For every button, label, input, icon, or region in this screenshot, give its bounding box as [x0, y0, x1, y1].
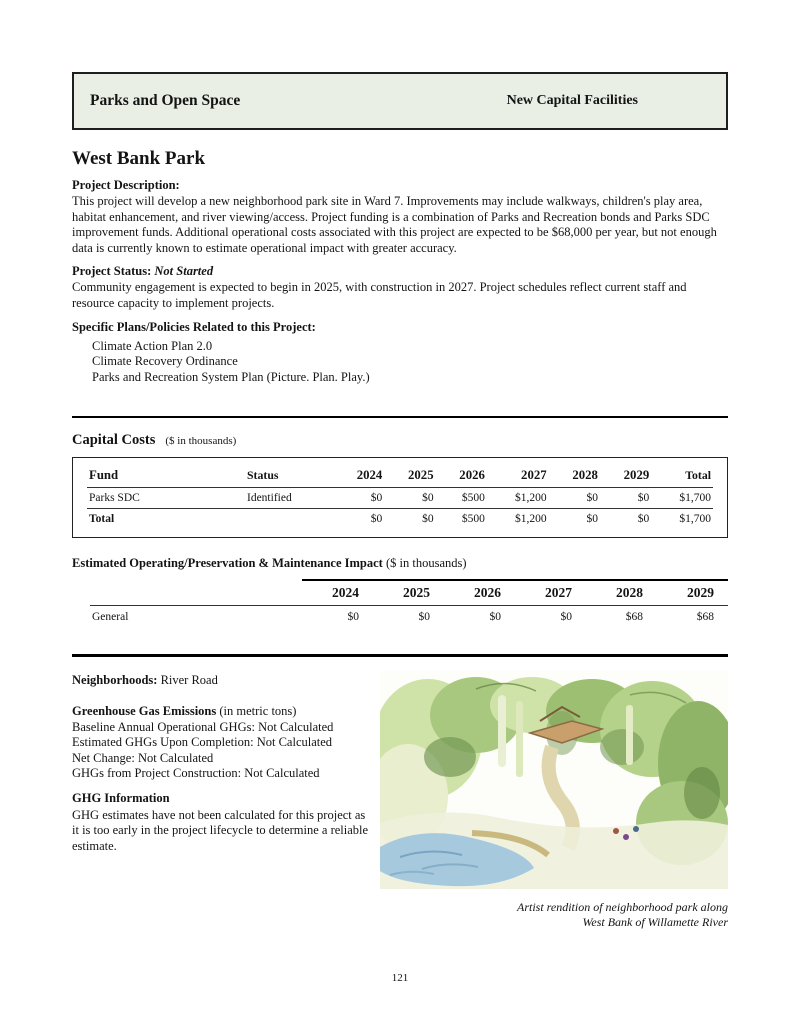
plan-item: Climate Recovery Ordinance [92, 354, 238, 369]
ghg-emissions-heading [72, 704, 372, 719]
table-row [90, 605, 728, 628]
ghg-line: Net Change: Not Calculated [72, 750, 214, 765]
column-header-year: 2028 [549, 464, 600, 488]
operating-impact-heading [72, 556, 728, 571]
capital-costs-table-body [87, 487, 713, 529]
value-cell: $0 [489, 610, 501, 623]
ghg-line: GHGs from Project Construction: Not Calculated [72, 765, 320, 780]
project-status-body: Community engagement is expected to begin in 2025, with construction in 2027. Project schedules reflect current staff and resource capacity to implement projects. [72, 280, 687, 310]
project-status-label: Project Status: [72, 264, 152, 279]
capital-costs-table-header [87, 464, 713, 488]
total-value-cell: $0 [637, 512, 650, 525]
bottom-two-column-area [72, 671, 728, 931]
project-status-line [72, 264, 728, 279]
total-label-cell: Total [89, 512, 115, 525]
value-cell: $0 [347, 610, 359, 623]
operating-table-header [90, 580, 728, 606]
column-header-year: 2025 [384, 464, 435, 488]
illustration-caption [380, 900, 728, 931]
plan-item: Parks and Recreation System Plan (Picture. Plan. Play.) [92, 370, 370, 385]
column-header-total: Total [651, 464, 713, 488]
plan-item: Climate Action Plan 2.0 [92, 338, 213, 353]
project-description-body: This project will develop a new neighborhood park site in Ward 7. Improvements may include walkways, children's play area, habitat enhancement, and river viewing/access. Project funding is a combination of Parks and Recreation bonds and Parks SDC improvement funds. Additional operational costs associated with this project are expected to be $68,000 per year, but not enough data is currently known to estimate operational impact with greater accuracy. [72, 194, 717, 255]
status-cell: Identified [245, 487, 333, 508]
column-header-year: 2028 [586, 580, 657, 606]
column-header-year: 2029 [657, 580, 728, 606]
column-header-year: 2024 [302, 580, 373, 606]
column-header-year: 2024 [333, 464, 384, 488]
page-number: 121 [391, 972, 409, 984]
total-value-cell: $0 [422, 512, 434, 525]
value-cell: $0 [418, 610, 430, 623]
column-header-year: 2025 [373, 580, 444, 606]
project-status-value: Not Started [154, 264, 214, 279]
operating-impact-subtitle: ($ in thousands) [382, 555, 467, 570]
table-total-row [87, 508, 713, 529]
plans-label: Specific Plans/Policies Related to this Project: [72, 319, 316, 334]
neighborhoods-label: Neighborhoods: [72, 672, 158, 687]
capital-costs-subtitle: ($ in thousands) [165, 434, 237, 447]
total-value-cell: $1,700 [679, 512, 711, 525]
operating-impact-title: Estimated Operating/Preservation & Maintenance Impact [72, 555, 383, 570]
value-cell: $0 [549, 487, 600, 508]
capital-costs-heading [72, 431, 728, 449]
total-value-cell: $1,200 [515, 512, 547, 525]
ghg-information-body: GHG estimates have not been calculated for this project as it is too early in the project lifecycle to determine a reliable estimate. [72, 807, 369, 853]
capital-costs-table-box [72, 457, 728, 538]
table-header-row [90, 580, 728, 606]
value-cell: $68 [625, 610, 643, 623]
value-cell: $1,700 [651, 487, 713, 508]
fund-cell: Parks SDC [87, 487, 245, 508]
value-cell: $0 [560, 610, 572, 623]
value-cell: $0 [384, 487, 435, 508]
section-title: Parks and Open Space [90, 92, 241, 109]
ghg-information-title: GHG Information [72, 791, 170, 806]
value-cell: $1,200 [487, 487, 549, 508]
project-title: West Bank Park [72, 148, 206, 169]
value-cell: $68 [696, 610, 714, 623]
capital-costs-title: Capital Costs [72, 431, 156, 448]
section-divider [72, 416, 728, 418]
column-header-year: 2027 [515, 580, 586, 606]
column-header-year: 2029 [600, 464, 651, 488]
capital-costs-table [87, 464, 713, 529]
column-header-year: 2026 [444, 580, 515, 606]
section-divider [72, 654, 728, 657]
total-value-cell: $500 [461, 512, 485, 525]
empty-header-cell [90, 580, 302, 606]
value-cell: $0 [333, 487, 384, 508]
operating-impact-table [90, 579, 728, 628]
illustration-column [380, 671, 728, 931]
column-header-year: 2026 [436, 464, 487, 488]
column-header-status: Status [245, 464, 333, 488]
neighborhoods-value: River Road [157, 672, 218, 687]
ghg-emissions-subtitle: (in metric tons) [216, 704, 297, 719]
park-illustration [380, 671, 728, 889]
ghg-emissions-title: Greenhouse Gas Emissions [72, 704, 217, 719]
total-value-cell: $0 [586, 512, 598, 525]
operating-table-body [90, 605, 728, 628]
ghg-line: Baseline Annual Operational GHGs: Not Calculated [72, 719, 334, 734]
caption-line: West Bank of Willamette River [582, 915, 728, 930]
total-value-cell: $0 [370, 512, 383, 525]
table-header-row [87, 464, 713, 488]
plans-list [72, 339, 728, 386]
column-header-year: 2027 [487, 464, 549, 488]
neighborhoods-line [72, 673, 372, 688]
subsection-title: New Capital Facilities [506, 93, 638, 108]
ghg-line: Estimated GHGs Upon Completion: Not Calculated [72, 735, 333, 750]
caption-line: Artist rendition of neighborhood park along [516, 899, 728, 914]
page-header-banner [72, 72, 728, 130]
environmental-info-column [72, 671, 372, 931]
table-row [87, 487, 713, 508]
fund-label-cell: General [92, 610, 129, 623]
column-header-fund: Fund [87, 464, 245, 488]
value-cell: $500 [436, 487, 487, 508]
empty-cell [245, 508, 333, 529]
project-description-label: Project Description: [72, 178, 180, 192]
value-cell: $0 [600, 487, 651, 508]
